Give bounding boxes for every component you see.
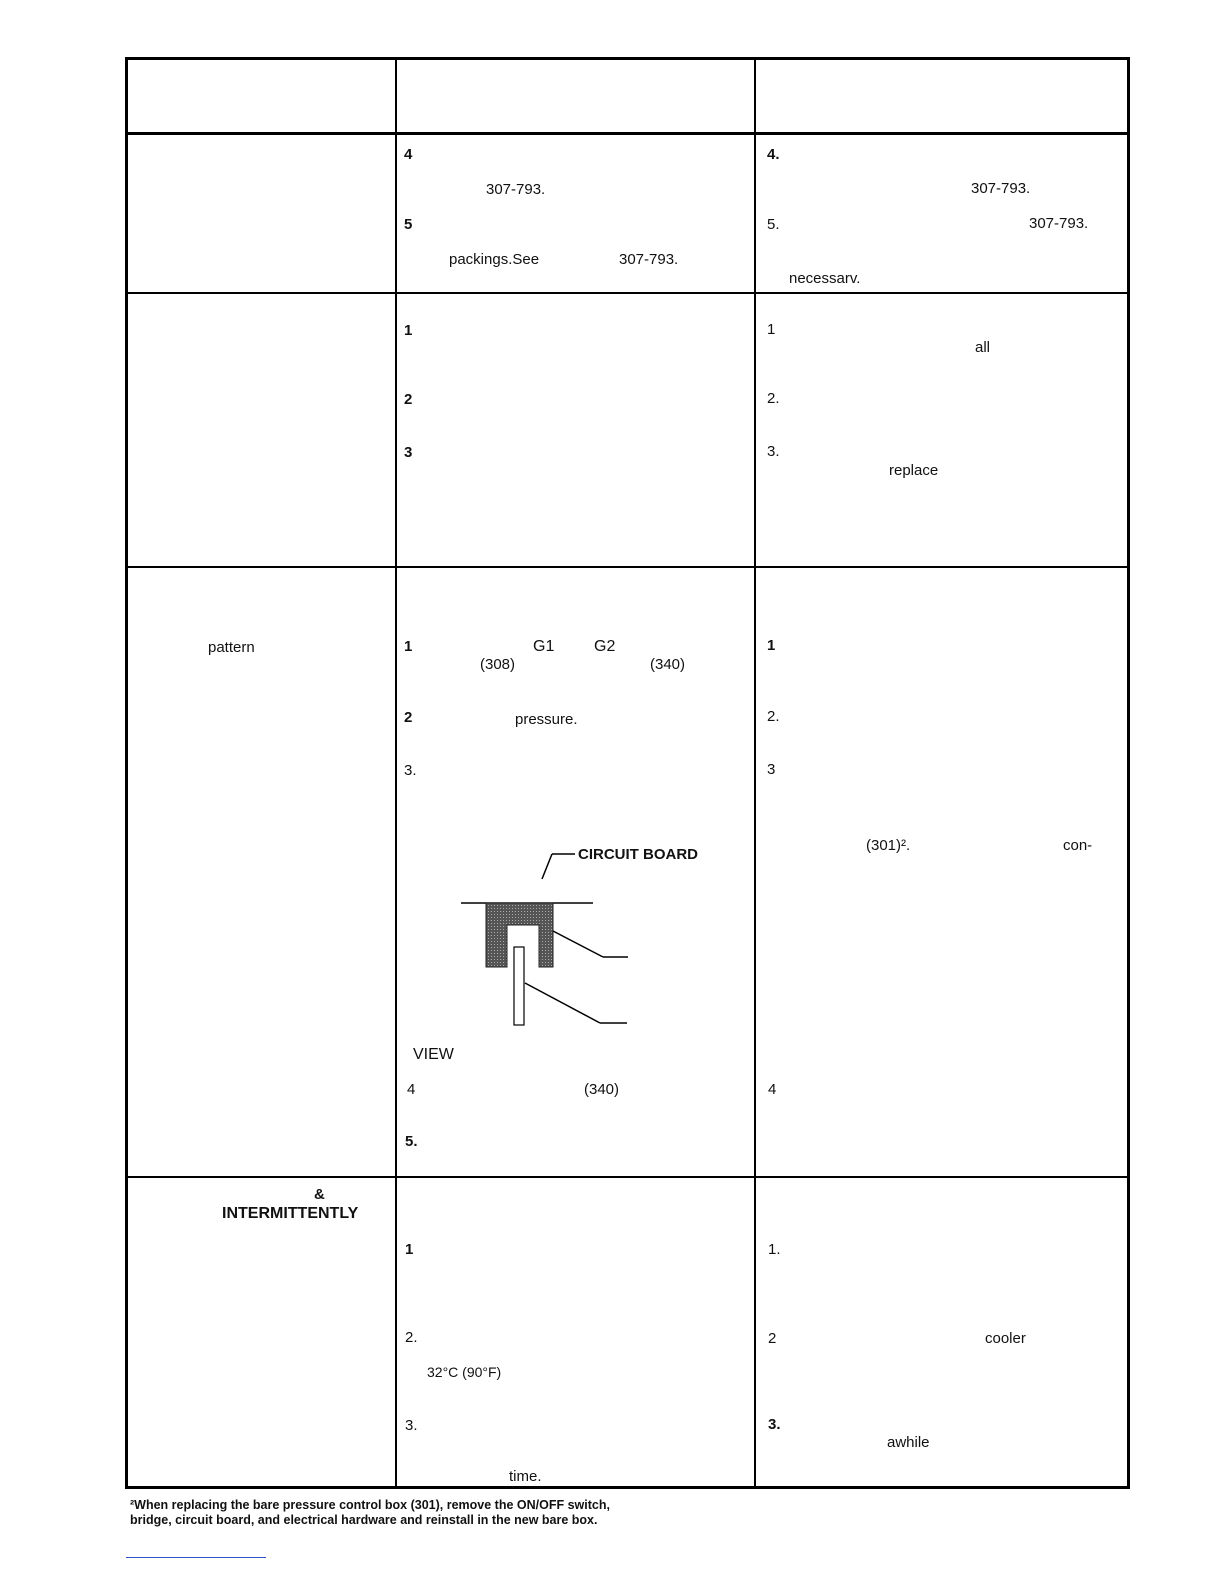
row4-cause-2-num: 2. [405, 1329, 418, 1346]
column-divider-2 [754, 57, 756, 1489]
row1-solution-4-num: 4. [767, 146, 780, 163]
row2-solution-1-text: all [975, 339, 991, 356]
row1-solution-5-num: 5. [767, 216, 780, 233]
row4-solution-3-text: awhile [887, 1434, 930, 1451]
row4-problem-text: INTERMITTENTLY [222, 1205, 359, 1222]
row4-cause-2-text: 32°C (90°F) [427, 1364, 502, 1380]
header-divider [125, 132, 1130, 135]
row2-solution-1-num: 1 [767, 321, 776, 338]
row2-solution-3-text: replace [889, 462, 939, 479]
row2-divider [125, 566, 1130, 568]
row3-cause-4-text: (340) [584, 1081, 620, 1098]
row3-cause-1-g2: G2 [594, 638, 616, 655]
terminal-pin [514, 947, 524, 1025]
row1-cause-5-text: packings.See [449, 251, 540, 268]
row4-solution-1-num: 1. [768, 1241, 781, 1258]
footnote-line-2: bridge, circuit board, and electrical hardware and reinstall in the new bare box. [130, 1513, 598, 1527]
row4-solution-2-num: 2 [768, 1330, 777, 1347]
row1-solution-4-ref: 307-793. [971, 180, 1031, 197]
row1-cause-5-ref: 307-793. [619, 251, 679, 268]
row3-cause-1-num: 1 [404, 638, 413, 655]
row4-cause-3-num: 3. [405, 1417, 418, 1434]
row2-solution-3-num: 3. [767, 443, 780, 460]
row1-cause-5-num: 5 [404, 216, 413, 233]
row3-solution-3-extra: con- [1063, 837, 1093, 854]
row3-cause-1-g1: G1 [533, 638, 555, 655]
row3-solution-4-num: 4 [768, 1081, 777, 1098]
circuit-board-figure [455, 845, 715, 1035]
row3-cause-4-num: 4 [407, 1081, 416, 1098]
row3-cause-2-text: pressure. [515, 711, 578, 728]
troubleshooting-table [125, 57, 1130, 1489]
row1-divider [125, 292, 1130, 294]
row4-problem-ampersand: & [314, 1186, 325, 1203]
row3-cause-2-num: 2 [404, 709, 413, 726]
row3-solution-3-num: 3 [767, 761, 776, 778]
figure-leader-label [542, 854, 552, 879]
row3-cause-1-ref1: (308) [480, 656, 516, 673]
footnote-line-1: ²When replacing the bare pressure control box (301), remove the ON/OFF switch, [130, 1498, 610, 1512]
row1-cause-4-num: 4 [404, 146, 413, 163]
row4-cause-1-num: 1 [405, 1241, 414, 1258]
row3-cause-1-ref2: (340) [650, 656, 686, 673]
pin-leader-upper [553, 931, 603, 957]
pin-leader-lower [525, 983, 600, 1023]
column-divider-1 [395, 57, 397, 1489]
footnote [130, 1498, 610, 1528]
row3-divider [125, 1176, 1130, 1178]
row2-solution-2-num: 2. [767, 390, 780, 407]
row2-cause-1-num: 1 [404, 322, 413, 339]
row3-solution-2-num: 2. [767, 708, 780, 725]
row3-cause-5-num: 5. [405, 1133, 418, 1150]
row1-solution-5-ref: 307-793. [1029, 215, 1089, 232]
circuit-board-label: CIRCUIT BOARD [578, 846, 698, 863]
bottom-link-underline [126, 1557, 266, 1558]
figure-view-label: VIEW [413, 1046, 454, 1063]
row1-solution-5-extra: necessarv. [789, 270, 861, 287]
row4-solution-2-text: cooler [985, 1330, 1026, 1347]
row3-solution-1-num: 1 [767, 637, 776, 654]
row1-cause-4-ref: 307-793. [486, 181, 546, 198]
row2-cause-3-num: 3 [404, 444, 413, 461]
row3-cause-3-num: 3. [404, 762, 417, 779]
row3-solution-3-text: (301)². [866, 837, 911, 854]
row2-cause-2-num: 2 [404, 391, 413, 408]
row4-solution-3-num: 3. [768, 1416, 781, 1433]
row4-cause-3-text: time. [509, 1468, 542, 1485]
row3-problem-text: pattern [208, 639, 255, 656]
